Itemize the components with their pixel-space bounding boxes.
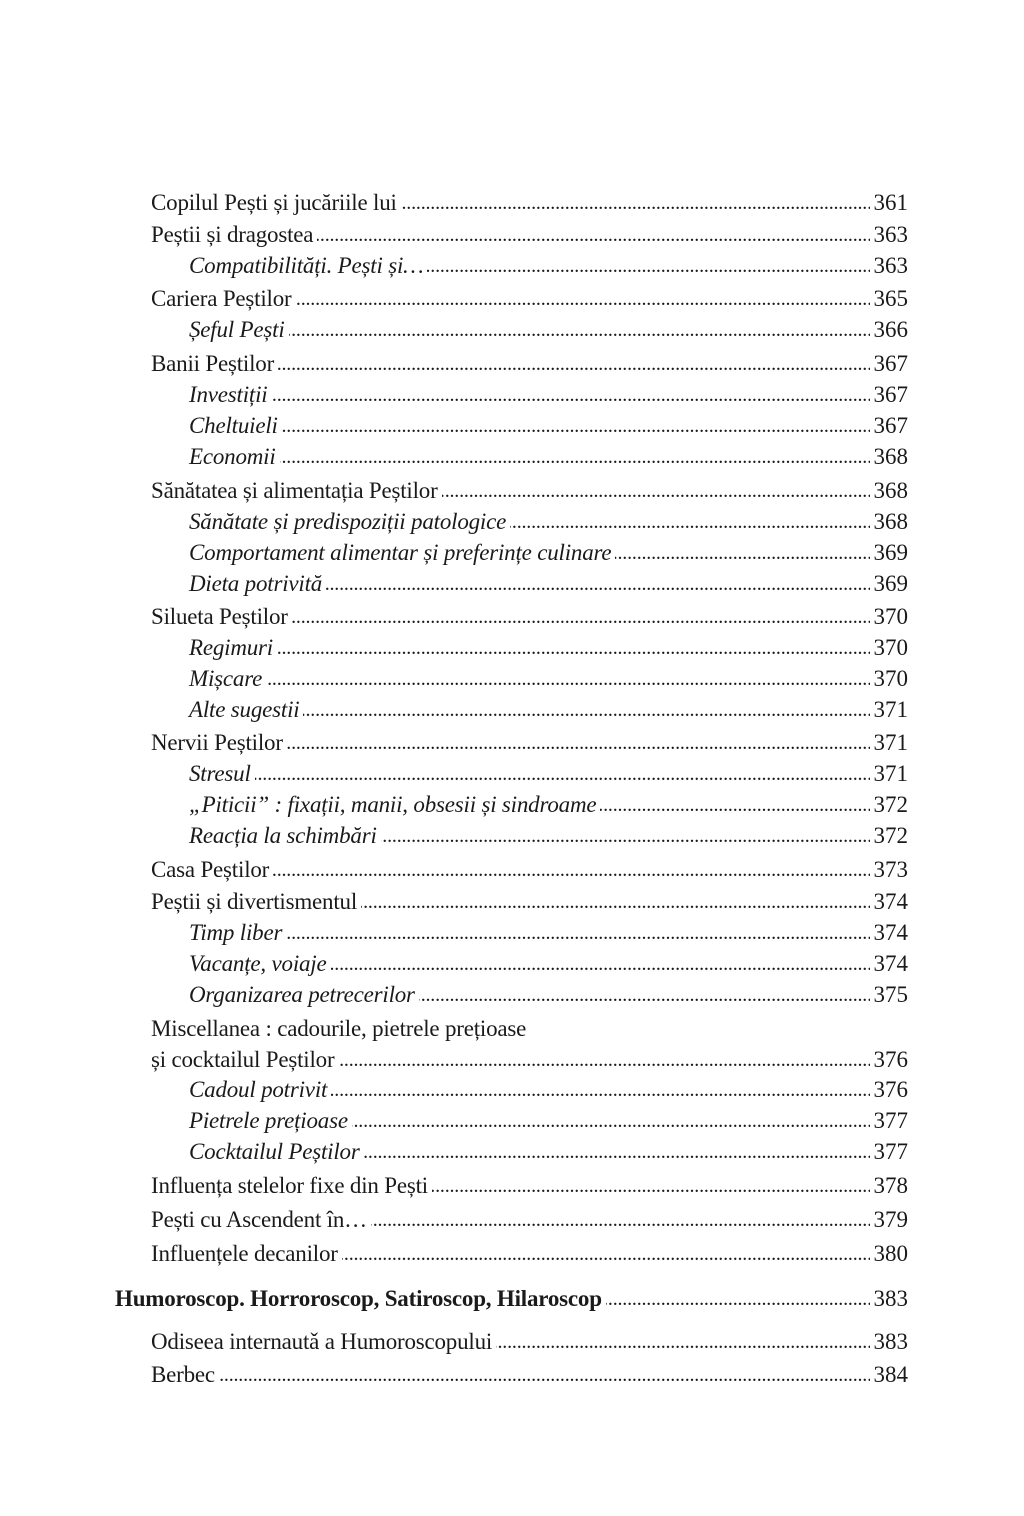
dot-leader [303,695,869,725]
dot-leader [510,507,869,537]
dot-leader [338,1045,869,1075]
toc-entry-title: Vacanțe, voiaje [189,951,327,976]
dot-leader [326,569,869,599]
toc-entry-page: 374 [873,920,908,945]
toc-entry-page: 367 [873,413,908,438]
toc-entry-page: 368 [873,478,908,503]
toc-subentry [189,664,908,694]
toc-entry-page: 370 [873,635,908,660]
toc-subentry [189,538,908,568]
toc-entry-page: 376 [873,1047,908,1072]
toc-subentry [189,1137,908,1167]
toc-entry-title: Silueta Peștilor [151,604,288,629]
toc-entry-page: 370 [873,604,908,629]
toc-subentry [189,507,908,537]
toc-entry-page: 367 [873,382,908,407]
toc-entry-title: Copilul Pești și jucăriile lui [151,190,397,215]
toc-subentry [189,315,908,345]
dot-leader [277,633,870,663]
toc-entry-title: Peștii și divertismentul [151,889,358,914]
toc-entry-title: Dieta potrivită [189,571,323,596]
toc-entry-title: Mișcare [189,666,263,691]
toc-entry-page: 377 [873,1139,908,1164]
dot-leader [427,251,869,281]
toc-entry-page: 365 [873,286,908,311]
toc-entry [151,855,908,885]
toc-entry-page: 372 [873,823,908,848]
dot-leader [600,790,869,820]
toc-entry-page: 377 [873,1108,908,1133]
toc-subentry [189,380,908,410]
toc-entry-title: Cheltuieli [189,413,278,438]
toc-entry-page: 361 [873,190,908,215]
toc-subentry [189,442,908,472]
dot-leader [296,284,870,314]
toc-entry [151,1327,908,1357]
toc-entry-title: Pietrele prețioase [189,1108,348,1133]
toc-entry-title: Regimuri [189,635,273,660]
dot-leader [364,1137,870,1167]
dot-leader [496,1327,869,1357]
toc-subentry [189,569,908,599]
dot-leader [289,315,870,345]
toc-entry [151,1239,908,1269]
toc-entry [151,1014,908,1044]
dot-leader [278,349,869,379]
dot-leader [442,476,870,506]
toc-entry-title: Casa Peștilor [151,857,270,882]
toc-subentry [189,633,908,663]
toc-entry-title: Șeful Pești [189,317,285,342]
toc-entry [151,887,908,917]
toc-subentry [189,759,908,789]
toc-subentry [189,251,908,281]
dot-leader [352,1106,870,1136]
toc-subentry [189,695,908,725]
toc-entry-title: Stresul [189,761,251,786]
dot-leader [381,821,870,851]
toc-subentry [189,790,908,820]
dot-leader [287,728,870,758]
toc-entry-title: Cocktailul Peștilor [189,1139,360,1164]
toc-entry-page: 363 [873,253,908,278]
dot-leader [255,759,870,789]
toc-entry-title: Reacția la schimbări [189,823,377,848]
toc-entry [151,602,908,632]
toc-entry-title: Compatibilități. Pești și… [189,253,424,278]
dot-leader [219,1360,870,1390]
dot-leader [361,887,869,917]
dot-leader [280,442,870,472]
dot-leader [615,538,869,568]
toc-entry-page: 372 [873,792,908,817]
toc-entry [151,284,908,314]
toc-entry-title: Miscellanea : cadourile, pietrele prețioase [151,1016,527,1041]
toc-entry-title: Humoroscop. Horroroscop, Satiroscop, Hilaroscop [115,1286,602,1311]
toc-entry-title: Nervii Peștilor [151,730,283,755]
toc-subentry [189,918,908,948]
dot-leader [432,1171,870,1201]
toc-entry-title: Organizarea petrecerilor [189,982,415,1007]
toc-entry [151,476,908,506]
dot-leader [371,1205,870,1235]
toc-entry-title: Comportament alimentar și preferințe culinare [189,540,612,565]
toc-entry-page: 369 [873,540,908,565]
toc-entry-title: Odiseea internautǎ a Humoroscopului [151,1329,493,1354]
dot-leader [331,949,870,979]
dot-leader [317,220,869,250]
toc-subentry [189,980,908,1010]
toc-entry [151,1360,908,1390]
toc-entry-title: Alte sugestii [189,697,300,722]
toc-entry-page: 379 [873,1207,908,1232]
toc-entry-title: Banii Peștilor [151,351,275,376]
dot-leader [331,1075,869,1105]
toc-entry-page: 366 [873,317,908,342]
toc-entry-page: 374 [873,889,908,914]
dot-leader [271,380,869,410]
toc-entry-title: Berbec [151,1362,215,1387]
dot-leader [401,188,870,218]
toc-entry-title: Pești cu Ascendent în… [151,1207,367,1232]
toc-entry-page: 378 [873,1173,908,1198]
toc-entry-page: 367 [873,351,908,376]
toc-entry-page: 373 [873,857,908,882]
toc-entry-page: 375 [873,982,908,1007]
dot-leader [292,602,870,632]
toc-entry-title: Influențele decanilor [151,1241,338,1266]
toc-entry-page: 371 [873,761,908,786]
dot-leader [266,664,869,694]
toc-subentry [189,1106,908,1136]
toc-entry-title: Economii [189,444,276,469]
toc-subentry [189,949,908,979]
toc-entry [151,349,908,379]
toc-entry [151,188,908,218]
dot-leader [273,855,869,885]
dot-leader [606,1284,870,1314]
dot-leader [419,980,870,1010]
toc-entry-page: 369 [873,571,908,596]
toc-subentry [189,411,908,441]
toc-entry [151,220,908,250]
toc-entry-page: 371 [873,697,908,722]
toc-entry-title: Cadoul potrivit [189,1077,328,1102]
toc-subentry [189,1075,908,1105]
toc-entry [151,1171,908,1201]
toc-entry-page: 384 [873,1362,908,1387]
toc-entry-title: Investiții [189,382,268,407]
toc-entry-title: Influența stelelor fixe din Pești [151,1173,428,1198]
toc-entry [151,728,908,758]
toc-entry [151,1045,908,1075]
dot-leader [282,411,870,441]
toc-entry-page: 370 [873,666,908,691]
toc-entry-page: 371 [873,730,908,755]
toc-entry-page: 363 [873,222,908,247]
toc-chapter [115,1284,908,1314]
toc-entry-page: 376 [873,1077,908,1102]
toc-entry-page: 383 [873,1329,908,1354]
toc-entry-title: „Piticii” : fixații, manii, obsesii și sindroame [189,792,597,817]
toc-entry-title: Sănătate și predispoziții patologice [189,509,507,534]
toc-entry-page: 368 [873,444,908,469]
toc-entry-title: Peștii și dragostea [151,222,314,247]
toc-entry-title: Sănătatea și alimentația Peștilor [151,478,438,503]
toc-entry-page: 368 [873,509,908,534]
toc-entry-title: Cariera Peștilor [151,286,292,311]
toc-entry-title: Timp liber [189,920,283,945]
toc-entry-page: 374 [873,951,908,976]
toc-entry-page: 380 [873,1241,908,1266]
dot-leader [286,918,869,948]
toc-subentry [189,821,908,851]
toc-entry [151,1205,908,1235]
toc-entry-title: și cocktailul Peștilor [151,1047,335,1072]
toc-entry-page: 383 [873,1286,908,1311]
dot-leader [342,1239,870,1269]
